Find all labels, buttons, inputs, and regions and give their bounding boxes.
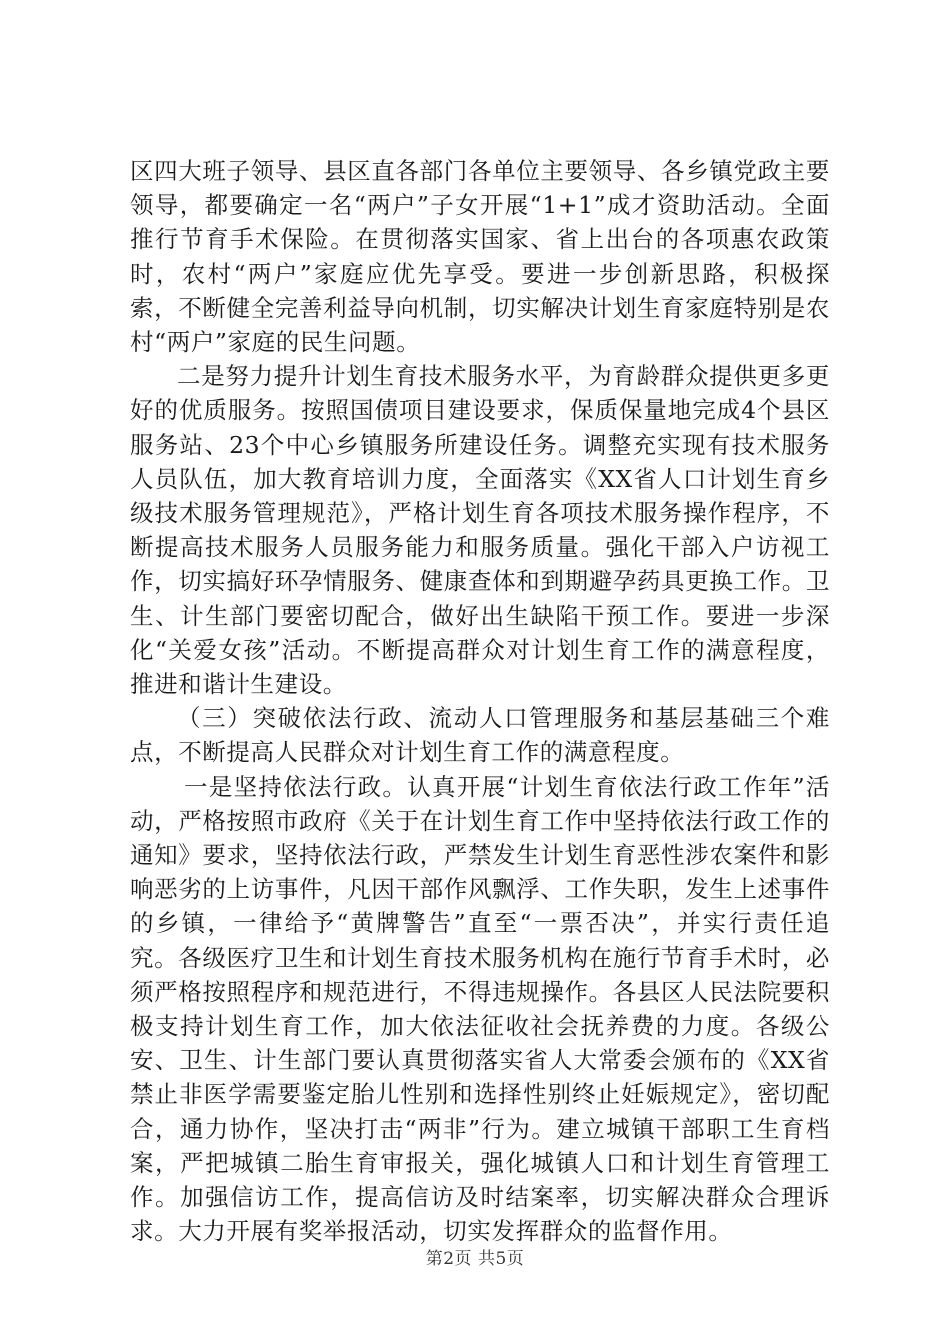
section-heading-three-difficulties: （三）突破依法行政、流动人口管理服务和基层基础三个难点，不断提高人民群众对计划生育工作的满意程度。 bbox=[130, 704, 830, 767]
page-number-footer: 第2页 共5页 bbox=[425, 1249, 525, 1269]
paragraph-lawful-administration: 一是坚持依法行政。认真开展“计划生育依法行政工作年”活动，严格按照市政府《关于在计划生育工作中坚持依法行政工作的通知》要求，坚持依法行政，严禁发生计划生育恶性涉农案件和影响恶劣的上访事件，凡因干部作风飘浮、工作失职，发生上述事件的乡镇，一律给予“黄牌警告”直至“一票否决”，并实行责任追究。各级医疗卫生和计划生育技术服务机构在施行节育手术时，必须严格按照程序和规范进行，不得违规操作。各县区人民法院要积极支持计划生育工作，加大依法征收社会抚养费的力度。各级公安、卫生、计生部门要认真贯彻落实省人大常委会颁布的《XX省禁止非医学需要鉴定胎儿性别和选择性别终止妊娠规定》，密切配合，通力协作，坚决打击“两非”行为。建立城镇干部职工生育档案，严把城镇二胎生育审报关，强化城镇人口和计划生育管理工作。加强信访工作，提高信访及时结案率，切实解决群众合理诉求。大力开展有奖举报活动，切实发挥群众的监督作用。 bbox=[130, 772, 830, 1246]
paragraph-technical-services: 二是努力提升计划生育技术服务水平，为育龄群众提供更多更好的优质服务。按照国债项目建设要求，保质保量地完成4个县区服务站、23个中心乡镇服务所建设任务。调整充实现有技术服务人员队伍，加大教育培训力度，全面落实《XX省人口计划生育乡级技术服务管理规范》，严格计划生育各项技术服务操作程序，不断提高技术服务人员服务能力和服务质量。强化干部入户访视工作，切实搞好环孕情服务、健康查体和到期避孕药具更换工作。卫生、计生部门要密切配合，做好出生缺陷干预工作。要进一步深化“关爱女孩”活动。不断提高群众对计划生育工作的满意程度，推进和谐计生建设。 bbox=[130, 362, 830, 699]
document-body bbox=[130, 154, 830, 1249]
paragraph-continuation: 区四大班子领导、县区直各部门各单位主要领导、各乡镇党政主要领导，都要确定一名“两户”子女开展“1+1”成才资助活动。全面推行节育手术保险。在贯彻落实国家、省上出台的各项惠农政策时，农村“两户”家庭应优先享受。要进一步创新思路，积极探索，不断健全完善利益导向机制，切实解决计划生育家庭特别是农村“两户”家庭的民生问题。 bbox=[130, 157, 830, 357]
